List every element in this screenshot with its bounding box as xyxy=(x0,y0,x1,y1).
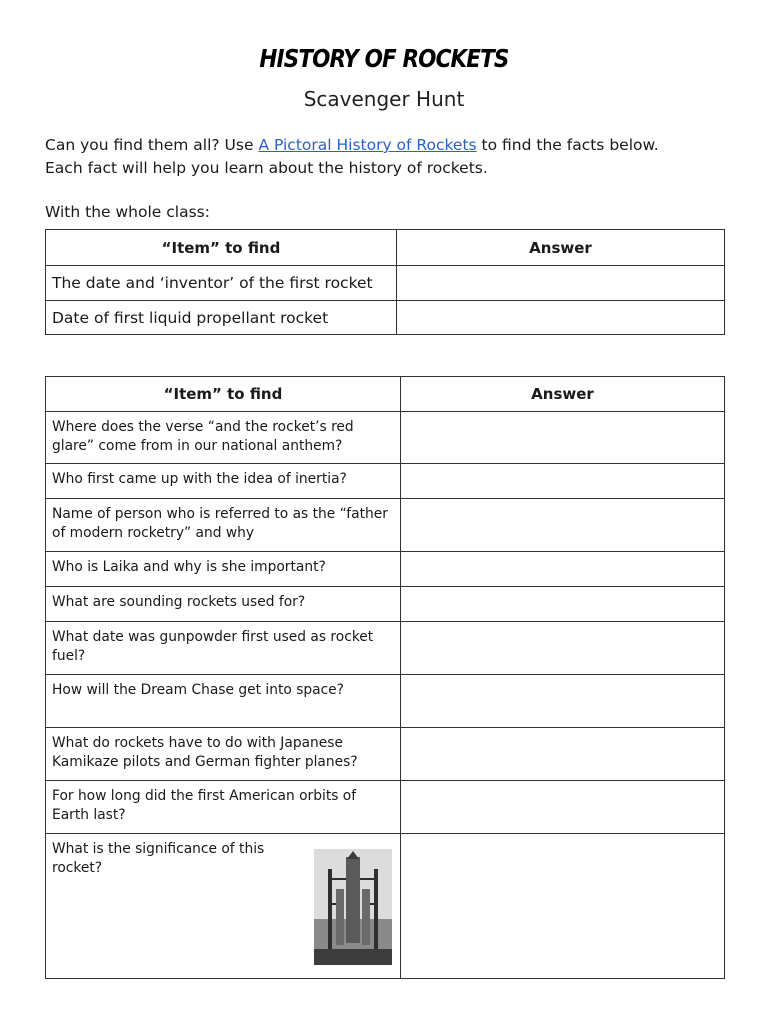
table-row xyxy=(46,266,725,301)
answer-cell[interactable] xyxy=(397,266,725,301)
table-row xyxy=(46,464,725,499)
item-cell: For how long did the first American orbits of Earth last? xyxy=(46,781,401,834)
item-cell: The date and ‘inventor’ of the first rocket xyxy=(46,266,397,301)
scavenger-table xyxy=(45,376,725,979)
answer-cell[interactable] xyxy=(401,728,725,781)
item-cell: What date was gunpowder first used as rocket fuel? xyxy=(46,622,401,675)
item-header: “Item” to find xyxy=(46,230,397,266)
answer-cell[interactable] xyxy=(401,834,725,979)
answer-cell[interactable] xyxy=(401,412,725,464)
table-row xyxy=(46,499,725,552)
item-cell: Name of person who is referred to as the “father of modern rocketry” and why xyxy=(46,499,401,552)
pictoral-history-link[interactable]: A Pictoral History of Rockets xyxy=(258,136,477,154)
answer-header: Answer xyxy=(401,377,725,412)
worksheet-subtitle: Scavenger Hunt xyxy=(303,87,465,111)
table-row xyxy=(46,834,725,979)
table-header-row xyxy=(46,230,725,266)
table-row xyxy=(46,552,725,587)
item-text: What is the significance of this rocket? xyxy=(52,841,265,876)
worksheet-title: HISTORY OF ROCKETS xyxy=(259,44,509,73)
answer-cell[interactable] xyxy=(401,587,725,622)
answer-cell[interactable] xyxy=(401,499,725,552)
answer-cell[interactable] xyxy=(401,622,725,675)
table-row xyxy=(46,781,725,834)
answer-cell[interactable] xyxy=(401,552,725,587)
table-row xyxy=(46,622,725,675)
intro-after-link: to find the facts below. xyxy=(476,136,659,154)
item-cell: How will the Dream Chase get into space? xyxy=(46,675,401,728)
item-header: “Item” to find xyxy=(46,377,401,412)
item-cell: What are sounding rockets used for? xyxy=(46,587,401,622)
answer-cell[interactable] xyxy=(401,781,725,834)
item-cell-with-image xyxy=(46,834,401,979)
item-cell: Who first came up with the idea of inertia? xyxy=(46,464,401,499)
intro-before-link: Can you find them all? Use xyxy=(45,136,259,154)
table-header-row xyxy=(46,377,725,412)
rocket-photo xyxy=(314,849,392,965)
table-row xyxy=(46,728,725,781)
answer-header: Answer xyxy=(397,230,725,266)
intro-line-2: Each fact will help you learn about the history of rockets. xyxy=(45,159,488,177)
answer-cell[interactable] xyxy=(401,675,725,728)
answer-cell[interactable] xyxy=(397,301,725,335)
item-cell: Where does the verse “and the rocket’s red glare” come from in our national anthem? xyxy=(46,412,401,464)
table-row xyxy=(46,301,725,335)
whole-class-label: With the whole class: xyxy=(45,203,210,221)
table-row xyxy=(46,412,725,464)
whole-class-table xyxy=(45,229,725,335)
item-cell: Date of first liquid propellant rocket xyxy=(46,301,397,335)
item-cell: Who is Laika and why is she important? xyxy=(46,552,401,587)
item-cell: What do rockets have to do with Japanese Kamikaze pilots and German fighter planes? xyxy=(46,728,401,781)
intro-text xyxy=(45,134,745,180)
table-row xyxy=(46,675,725,728)
answer-cell[interactable] xyxy=(401,464,725,499)
table-row xyxy=(46,587,725,622)
